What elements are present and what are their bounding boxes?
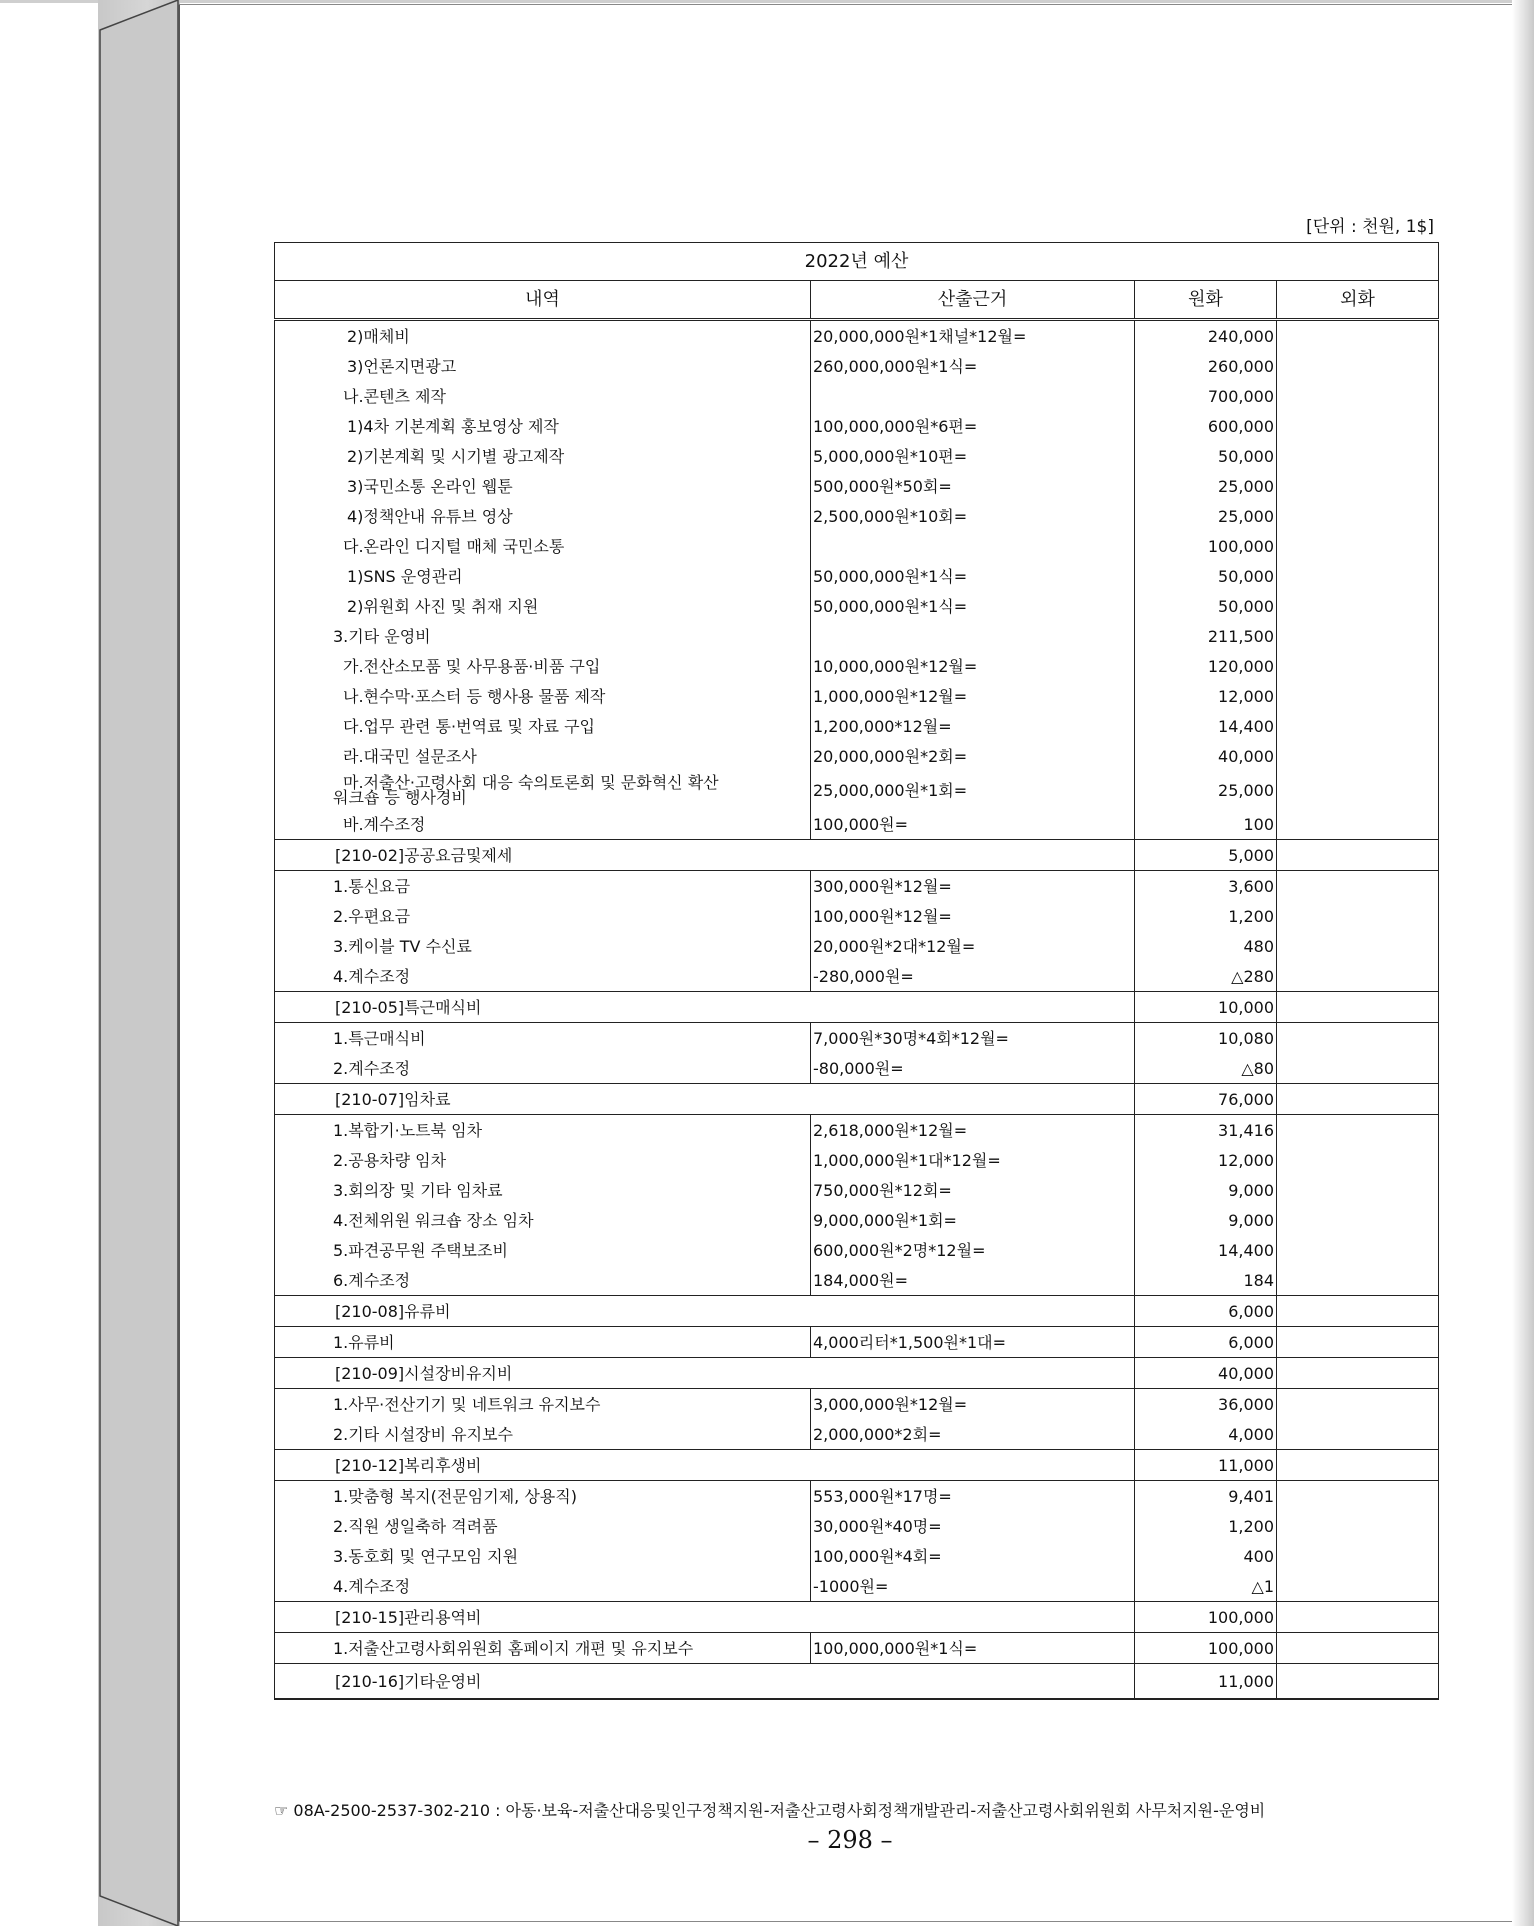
row-foreign <box>1277 591 1439 621</box>
row-item: 다.업무 관련 통·번역료 및 자료 구입 <box>275 711 811 741</box>
row-item: 6.계수조정 <box>275 1265 811 1296</box>
row-foreign <box>1277 471 1439 501</box>
row-krw: △80 <box>1135 1053 1277 1084</box>
section-row <box>275 1664 1439 1700</box>
row-foreign <box>1277 809 1439 840</box>
row-item: 나.현수막·포스터 등 행사용 물품 제작 <box>275 681 811 711</box>
section-row <box>275 1358 1439 1389</box>
row-basis: 20,000,000원*2회= <box>811 741 1135 771</box>
row-basis: 260,000,000원*1식= <box>811 351 1135 381</box>
section-row <box>275 840 1439 871</box>
row-krw: 25,000 <box>1135 471 1277 501</box>
row-krw: 260,000 <box>1135 351 1277 381</box>
row-foreign <box>1277 320 1439 352</box>
row-foreign <box>1277 1571 1439 1602</box>
section-foreign <box>1277 1358 1439 1389</box>
row-basis: 300,000원*12월= <box>811 871 1135 902</box>
row-item: 나.콘텐츠 제작 <box>275 381 811 411</box>
row-krw: △280 <box>1135 961 1277 992</box>
row-krw: 50,000 <box>1135 591 1277 621</box>
row-item: 다.온라인 디지털 매체 국민소통 <box>275 531 811 561</box>
row-krw: 211,500 <box>1135 621 1277 651</box>
section-title: [210-15]관리용역비 <box>275 1602 1135 1633</box>
section-row <box>275 992 1439 1023</box>
row-basis: 750,000원*12회= <box>811 1175 1135 1205</box>
row-krw: 4,000 <box>1135 1419 1277 1450</box>
section-row <box>275 1296 1439 1327</box>
row-foreign <box>1277 1419 1439 1450</box>
section-foreign <box>1277 1664 1439 1700</box>
row-item: 2.공용차량 임차 <box>275 1145 811 1175</box>
table-row <box>275 320 1439 352</box>
row-item: 1)SNS 운영관리 <box>275 561 811 591</box>
row-krw: 9,401 <box>1135 1481 1277 1512</box>
row-krw: 3,600 <box>1135 871 1277 902</box>
row-item-line: 마.저출산·고령사회 대응 숙의토론회 및 문화혁신 확산 <box>343 773 719 792</box>
row-foreign <box>1277 1265 1439 1296</box>
table-row <box>275 1115 1439 1146</box>
section-foreign <box>1277 1296 1439 1327</box>
row-item: 1.사무·전산기기 및 네트워크 유지보수 <box>275 1389 811 1420</box>
page-frame-top <box>0 0 1534 3</box>
row-item: 4)정책안내 유튜브 영상 <box>275 501 811 531</box>
row-item: 4.계수조정 <box>275 1571 811 1602</box>
row-basis: 50,000,000원*1식= <box>811 591 1135 621</box>
row-foreign <box>1277 901 1439 931</box>
section-title: [210-16]기타운영비 <box>275 1664 1135 1700</box>
row-foreign <box>1277 351 1439 381</box>
row-basis: 1,000,000원*12월= <box>811 681 1135 711</box>
row-item: 2)매체비 <box>275 320 811 352</box>
row-krw: 12,000 <box>1135 681 1277 711</box>
table-row <box>275 1175 1439 1205</box>
row-basis: 2,618,000원*12월= <box>811 1115 1135 1146</box>
row-krw: 10,080 <box>1135 1023 1277 1054</box>
table-row <box>275 561 1439 591</box>
row-krw: 40,000 <box>1135 741 1277 771</box>
unit-label: [단위 : 천원, 1$] <box>1306 217 1434 237</box>
row-foreign <box>1277 1511 1439 1541</box>
section-krw: 6,000 <box>1135 1296 1277 1327</box>
row-basis: 9,000,000원*1회= <box>811 1205 1135 1235</box>
row-basis: 1,000,000원*1대*12월= <box>811 1145 1135 1175</box>
table-row <box>275 1481 1439 1512</box>
row-item: 1)4차 기본계획 홍보영상 제작 <box>275 411 811 441</box>
row-basis: 100,000,000원*1식= <box>811 1633 1135 1664</box>
row-basis: 30,000원*40명= <box>811 1511 1135 1541</box>
row-krw: 240,000 <box>1135 320 1277 352</box>
table-row <box>275 1633 1439 1664</box>
section-title: [210-08]유류비 <box>275 1296 1135 1327</box>
row-krw: 36,000 <box>1135 1389 1277 1420</box>
table-row <box>275 351 1439 381</box>
table-row <box>275 411 1439 441</box>
table-row <box>275 961 1439 992</box>
row-krw: 184 <box>1135 1265 1277 1296</box>
row-item: 2.계수조정 <box>275 1053 811 1084</box>
row-item: 3.동호회 및 연구모임 지원 <box>275 1541 811 1571</box>
row-basis: 2,500,000원*10회= <box>811 501 1135 531</box>
table-row <box>275 871 1439 902</box>
footer-note: ☞ 08A-2500-2537-302-210 : 아동·보육-저출산대응및인구정책지원-저출산고령사회정책개발관리-저출산고령사회위원회 사무처지원-운영비 <box>274 1801 1266 1820</box>
row-foreign <box>1277 1235 1439 1265</box>
row-basis: 100,000원*12월= <box>811 901 1135 931</box>
row-foreign <box>1277 681 1439 711</box>
section-krw: 100,000 <box>1135 1602 1277 1633</box>
row-item: 1.유류비 <box>275 1327 811 1358</box>
row-krw: 700,000 <box>1135 381 1277 411</box>
row-foreign <box>1277 961 1439 992</box>
header-foreign: 외화 <box>1277 281 1439 320</box>
table-row <box>275 1205 1439 1235</box>
row-item: 5.파견공무원 주택보조비 <box>275 1235 811 1265</box>
row-basis: 100,000원= <box>811 809 1135 840</box>
section-row <box>275 1602 1439 1633</box>
row-item: 3)국민소통 온라인 웹툰 <box>275 471 811 501</box>
table-row <box>275 1419 1439 1450</box>
row-krw: 9,000 <box>1135 1205 1277 1235</box>
row-basis: -280,000원= <box>811 961 1135 992</box>
row-basis: 600,000원*2명*12월= <box>811 1235 1135 1265</box>
row-foreign <box>1277 1327 1439 1358</box>
section-krw: 5,000 <box>1135 840 1277 871</box>
row-foreign <box>1277 1175 1439 1205</box>
row-item: 라.대국민 설문조사 <box>275 741 811 771</box>
row-foreign <box>1277 501 1439 531</box>
row-basis: 3,000,000원*12월= <box>811 1389 1135 1420</box>
book-spine-edge <box>98 0 180 1926</box>
row-basis: 500,000원*50회= <box>811 471 1135 501</box>
section-krw: 11,000 <box>1135 1450 1277 1481</box>
row-krw: 50,000 <box>1135 561 1277 591</box>
table-row <box>275 1145 1439 1175</box>
row-basis: 100,000원*4회= <box>811 1541 1135 1571</box>
row-item: 2.직원 생일축하 격려품 <box>275 1511 811 1541</box>
row-foreign <box>1277 441 1439 471</box>
row-foreign <box>1277 621 1439 651</box>
row-item: 3.기타 운영비 <box>275 621 811 651</box>
row-krw: 100 <box>1135 809 1277 840</box>
row-basis: 2,000,000*2회= <box>811 1419 1135 1450</box>
row-item: 1.저출산고령사회위원회 홈페이지 개편 및 유지보수 <box>275 1633 811 1664</box>
row-krw: 100,000 <box>1135 531 1277 561</box>
row-foreign <box>1277 771 1439 809</box>
row-krw: 480 <box>1135 931 1277 961</box>
section-title: [210-07]임차료 <box>275 1084 1135 1115</box>
page-number: – 298 – <box>807 1826 893 1854</box>
table-title: 2022년 예산 <box>275 243 1439 281</box>
row-krw: △1 <box>1135 1571 1277 1602</box>
row-item <box>275 771 811 809</box>
row-foreign <box>1277 1145 1439 1175</box>
row-foreign <box>1277 1633 1439 1664</box>
row-item: 3)언론지면광고 <box>275 351 811 381</box>
row-basis <box>811 381 1135 411</box>
row-basis <box>811 531 1135 561</box>
table-row <box>275 591 1439 621</box>
row-basis: -1000원= <box>811 1571 1135 1602</box>
row-foreign <box>1277 1205 1439 1235</box>
row-item: 3.회의장 및 기타 임차료 <box>275 1175 811 1205</box>
section-krw: 11,000 <box>1135 1664 1277 1700</box>
table-row <box>275 1541 1439 1571</box>
section-title: [210-02]공공요금및제세 <box>275 840 1135 871</box>
row-item: 1.특근매식비 <box>275 1023 811 1054</box>
row-item: 3.케이블 TV 수신료 <box>275 931 811 961</box>
table-row <box>275 1023 1439 1054</box>
row-basis: 7,000원*30명*4회*12월= <box>811 1023 1135 1054</box>
row-foreign <box>1277 381 1439 411</box>
row-item: 2.기타 시설장비 유지보수 <box>275 1419 811 1450</box>
section-foreign <box>1277 1602 1439 1633</box>
row-basis: 10,000,000원*12월= <box>811 651 1135 681</box>
table-row <box>275 771 1439 809</box>
table-row <box>275 1511 1439 1541</box>
row-krw: 1,200 <box>1135 1511 1277 1541</box>
row-krw: 14,400 <box>1135 1235 1277 1265</box>
row-item: 1.통신요금 <box>275 871 811 902</box>
row-foreign <box>1277 1541 1439 1571</box>
row-foreign <box>1277 651 1439 681</box>
row-basis: 50,000,000원*1식= <box>811 561 1135 591</box>
table-row <box>275 1265 1439 1296</box>
section-title: [210-09]시설장비유지비 <box>275 1358 1135 1389</box>
row-krw: 31,416 <box>1135 1115 1277 1146</box>
row-foreign <box>1277 871 1439 902</box>
row-item: 4.전체위원 워크숍 장소 임차 <box>275 1205 811 1235</box>
row-basis: 100,000,000원*6편= <box>811 411 1135 441</box>
row-item-line: 워크숍 등 행사경비 <box>333 788 467 807</box>
table-row <box>275 471 1439 501</box>
row-foreign <box>1277 1023 1439 1054</box>
table-row <box>275 441 1439 471</box>
table-row <box>275 651 1439 681</box>
table-row <box>275 901 1439 931</box>
table-row <box>275 809 1439 840</box>
row-krw: 120,000 <box>1135 651 1277 681</box>
section-title: [210-05]특근매식비 <box>275 992 1135 1023</box>
row-foreign <box>1277 1389 1439 1420</box>
row-foreign <box>1277 1053 1439 1084</box>
row-basis: 553,000원*17명= <box>811 1481 1135 1512</box>
row-basis: 1,200,000*12월= <box>811 711 1135 741</box>
row-item: 1.맞춤형 복지(전문임기제, 상용직) <box>275 1481 811 1512</box>
row-item: 2.우편요금 <box>275 901 811 931</box>
row-krw: 25,000 <box>1135 771 1277 809</box>
row-foreign <box>1277 561 1439 591</box>
table-row <box>275 381 1439 411</box>
section-krw: 40,000 <box>1135 1358 1277 1389</box>
section-row <box>275 1084 1439 1115</box>
section-krw: 76,000 <box>1135 1084 1277 1115</box>
row-basis: 20,000,000원*1채널*12월= <box>811 320 1135 352</box>
table-row <box>275 1327 1439 1358</box>
row-foreign <box>1277 411 1439 441</box>
row-foreign <box>1277 1481 1439 1512</box>
row-basis: 5,000,000원*10편= <box>811 441 1135 471</box>
section-foreign <box>1277 992 1439 1023</box>
row-krw: 9,000 <box>1135 1175 1277 1205</box>
row-item: 2)기본계획 및 시기별 광고제작 <box>275 441 811 471</box>
row-foreign <box>1277 741 1439 771</box>
header-basis: 산출근거 <box>811 281 1135 320</box>
table-row <box>275 1571 1439 1602</box>
row-krw: 100,000 <box>1135 1633 1277 1664</box>
table-row <box>275 1389 1439 1420</box>
header-item: 내역 <box>275 281 811 320</box>
row-krw: 600,000 <box>1135 411 1277 441</box>
section-row <box>275 1450 1439 1481</box>
row-basis: 184,000원= <box>811 1265 1135 1296</box>
row-basis: -80,000원= <box>811 1053 1135 1084</box>
row-krw: 1,200 <box>1135 901 1277 931</box>
table-row <box>275 931 1439 961</box>
row-foreign <box>1277 1115 1439 1146</box>
table-row <box>275 531 1439 561</box>
budget-table <box>274 242 1439 1700</box>
row-krw: 50,000 <box>1135 441 1277 471</box>
table-row <box>275 1053 1439 1084</box>
row-krw: 400 <box>1135 1541 1277 1571</box>
row-krw: 25,000 <box>1135 501 1277 531</box>
header-krw: 원화 <box>1135 281 1277 320</box>
section-foreign <box>1277 1084 1439 1115</box>
section-foreign <box>1277 1450 1439 1481</box>
row-basis: 4,000리터*1,500원*1대= <box>811 1327 1135 1358</box>
row-foreign <box>1277 711 1439 741</box>
row-krw: 6,000 <box>1135 1327 1277 1358</box>
table-row <box>275 711 1439 741</box>
row-krw: 14,400 <box>1135 711 1277 741</box>
section-krw: 10,000 <box>1135 992 1277 1023</box>
table-row <box>275 681 1439 711</box>
row-item: 2)위원회 사진 및 취재 지원 <box>275 591 811 621</box>
row-item: 가.전산소모품 및 사무용품·비품 구입 <box>275 651 811 681</box>
row-foreign <box>1277 931 1439 961</box>
row-item: 1.복합기·노트북 임차 <box>275 1115 811 1146</box>
row-krw: 12,000 <box>1135 1145 1277 1175</box>
table-row <box>275 741 1439 771</box>
row-foreign <box>1277 531 1439 561</box>
section-title: [210-12]복리후생비 <box>275 1450 1135 1481</box>
row-basis <box>811 621 1135 651</box>
section-foreign <box>1277 840 1439 871</box>
table-body <box>275 320 1439 1700</box>
page-edge-shadow <box>1512 0 1534 1926</box>
row-basis: 25,000,000원*1회= <box>811 771 1135 809</box>
table-row <box>275 501 1439 531</box>
table-row <box>275 1235 1439 1265</box>
row-item: 4.계수조정 <box>275 961 811 992</box>
table-row <box>275 621 1439 651</box>
row-item: 바.계수조정 <box>275 809 811 840</box>
row-basis: 20,000원*2대*12월= <box>811 931 1135 961</box>
